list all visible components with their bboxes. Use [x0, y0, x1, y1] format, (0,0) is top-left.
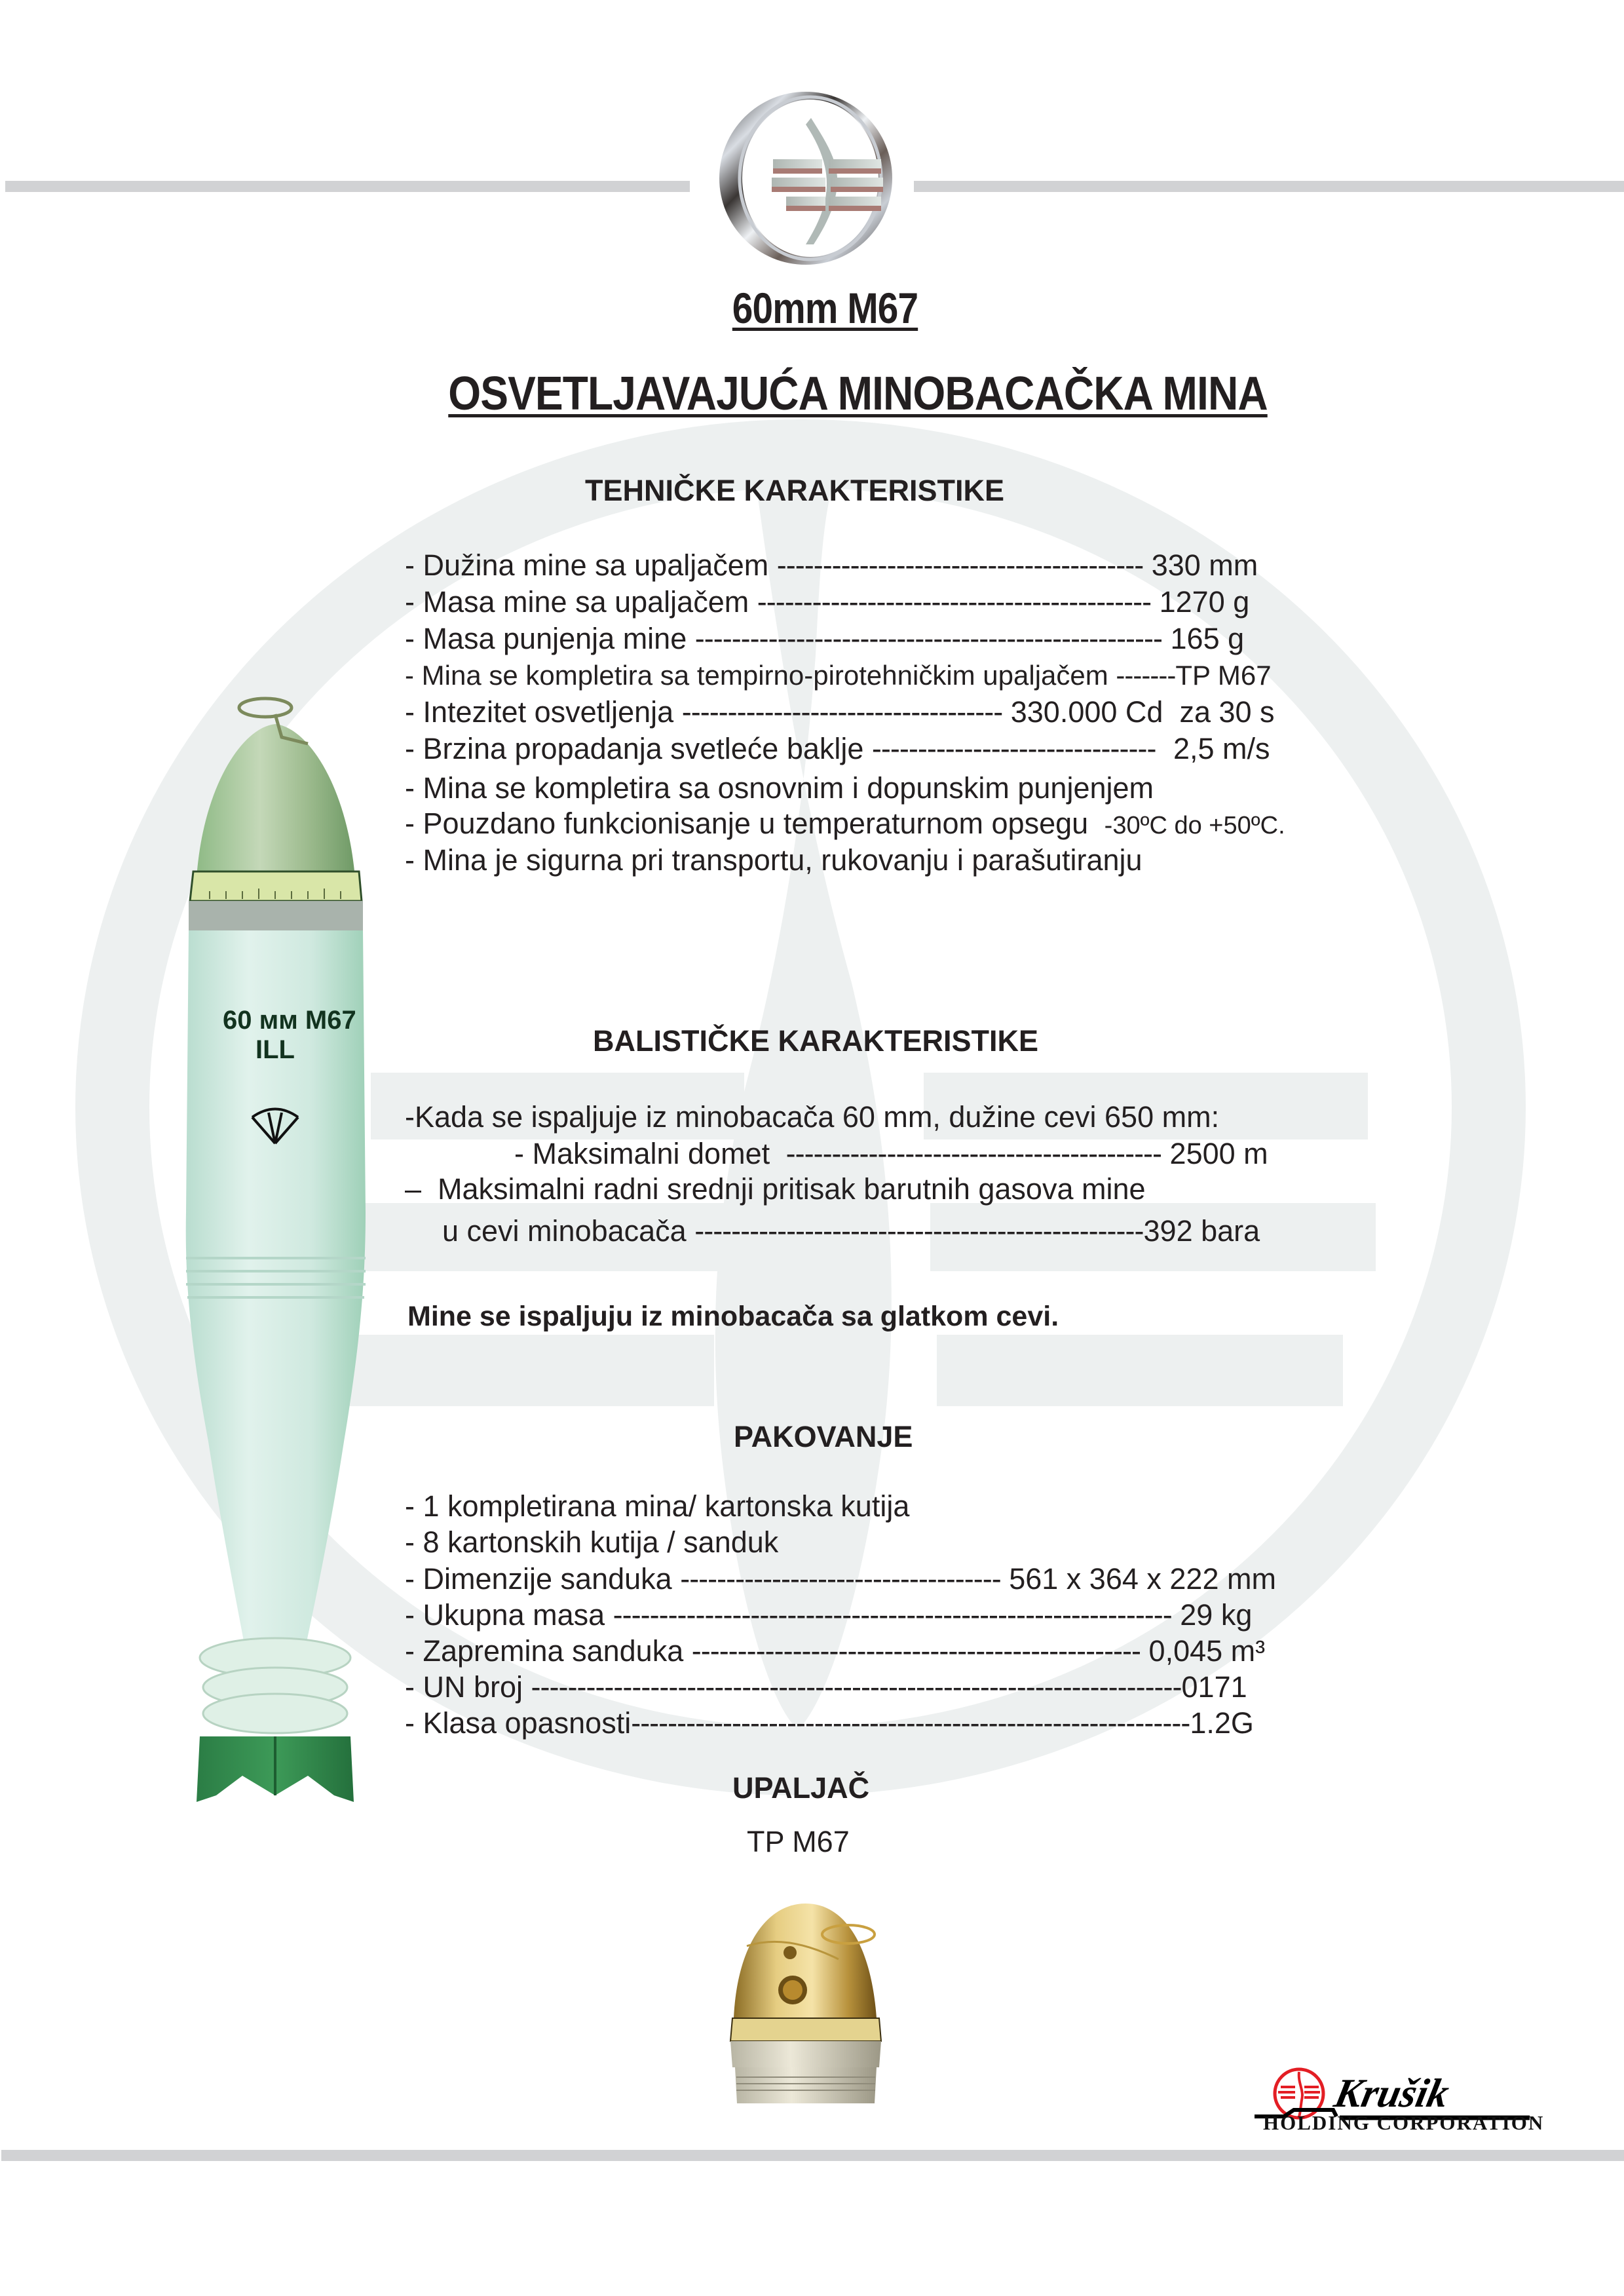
- header-rule-right: [914, 181, 1624, 192]
- spec-label: - Zapremina sanduka: [405, 1634, 684, 1668]
- spec-line: [405, 1636, 1265, 1666]
- fuze-image: [708, 1887, 904, 2110]
- fuze-model: TP M67: [747, 1825, 850, 1858]
- spec-value: 330.000 Cd za 30 s: [1010, 695, 1275, 729]
- packing-heading: PAKOVANJE: [734, 1420, 913, 1453]
- product-model-title: 60mm M67: [732, 284, 918, 332]
- spec-value: -30ºC do +50ºC.: [1104, 812, 1285, 839]
- spec-value: 330 mm: [1151, 548, 1258, 582]
- spec-value: 392 bara: [1143, 1214, 1260, 1248]
- mortar-nose: [197, 724, 355, 878]
- spec-leader: -----------------------------------: [680, 1562, 1001, 1596]
- spec-line: [405, 662, 1272, 689]
- spec-label: - 1 kompletirana mina/ kartonska kutija: [405, 1489, 910, 1523]
- mortar-marking-line2: ILL: [255, 1035, 295, 1064]
- spec-label: - Klasa opasnosti: [405, 1706, 632, 1740]
- mortar-grey-band: [189, 901, 363, 930]
- spec-line: [405, 734, 1270, 763]
- spec-label: - Brzina propadanja svetleće baklje: [405, 732, 864, 765]
- spec-value: 2,5 m/s: [1173, 732, 1270, 765]
- spec-value: 0,045 m³: [1148, 1634, 1266, 1668]
- spec-leader: -------------------------------: [871, 732, 1156, 765]
- spec-label: - 8 kartonskih kutija / sanduk: [405, 1525, 779, 1559]
- krusik-wordmark: Krušik: [1331, 2070, 1454, 2116]
- spec-leader: -----------------------------------: [681, 695, 1003, 729]
- spec-line: [405, 773, 1154, 803]
- mortar-bomb-image: [177, 688, 373, 1802]
- spec-value: 165 g: [1170, 622, 1245, 655]
- company-emblem-icon: [714, 88, 897, 269]
- ballistic-intro: -Kada se ispaljuje iz minobacača 60 mm, dužine cevi 650 mm:: [405, 1100, 1220, 1134]
- spec-value: 561 x 364 x 222 mm: [1009, 1562, 1276, 1596]
- spec-value: 1.2G: [1190, 1706, 1254, 1740]
- propellant-charges: [200, 1638, 350, 1733]
- spec-value: 1270 g: [1159, 585, 1250, 619]
- spec-line: [405, 809, 1285, 838]
- ballistic-heading: BALISTIČKE KARAKTERISTIKE: [593, 1024, 1039, 1058]
- spec-line: [405, 1174, 1146, 1204]
- spec-line: [405, 1564, 1276, 1594]
- spec-line: [405, 1491, 909, 1521]
- spec-leader: -----------------------------------------------------------------------: [531, 1670, 1182, 1704]
- footer-rule: [1, 2150, 1624, 2161]
- spec-line: [405, 845, 1142, 875]
- mortar-marking-line1: 60 мм M67: [223, 1006, 356, 1035]
- safety-ring-icon: [239, 698, 292, 717]
- spec-line: [442, 1216, 1260, 1246]
- spec-leader: ---------------------------------------------------: [694, 622, 1163, 655]
- spec-label: - Maksimalni domet: [514, 1137, 770, 1170]
- spec-leader: ----------------------------------------: [776, 548, 1144, 582]
- spec-value: TP M67: [1175, 660, 1272, 691]
- spec-value: 29 kg: [1180, 1598, 1253, 1632]
- watermark-bar-right-3: [937, 1335, 1343, 1406]
- fuze-heading: UPALJAČ: [732, 1771, 870, 1805]
- spec-value: 0171: [1181, 1670, 1247, 1704]
- spec-line: [405, 587, 1249, 617]
- spec-label: - Mina se kompletira sa tempirno-pirotehničkim upaljačem: [405, 660, 1108, 691]
- spec-leader: -------------------------------------------------: [694, 1214, 1144, 1248]
- spec-label: - Dužina mine sa upaljačem: [405, 548, 769, 582]
- technical-heading: TEHNIČKE KARAKTERISTIKE: [585, 474, 1005, 507]
- spec-line: [405, 1672, 1247, 1702]
- spec-label: - Pouzdano funkcionisanje u temperaturnom opsegu: [405, 807, 1089, 840]
- spec-label: - Ukupna masa: [405, 1598, 605, 1632]
- spec-label: - Mina je sigurna pri transportu, rukovanju i parašutiranju: [405, 843, 1142, 877]
- spec-leader: -----------------------------------------: [785, 1137, 1162, 1170]
- fuze-ogive: [734, 1904, 877, 2018]
- spec-line: [514, 1139, 1268, 1168]
- spec-label: - Dimenzije sanduka: [405, 1562, 672, 1596]
- spec-line: [405, 697, 1275, 727]
- fuze-thread: [735, 2067, 877, 2103]
- product-name-title: OSVETLJAVAJUĆA MINOBACAČKA MINA: [448, 368, 1268, 420]
- ballistic-note: Mine se ispaljuju iz minobacača sa glatkom cevi.: [407, 1301, 1059, 1332]
- spec-value: 2500 m: [1169, 1137, 1268, 1170]
- spec-label: – Maksimalni radni srednji pritisak barutnih gasova mine: [405, 1172, 1146, 1206]
- spec-line: [405, 1600, 1252, 1630]
- spec-line: [405, 1708, 1254, 1738]
- spec-label: - Mina se kompletira sa osnovnim i dopunskim punjenjem: [405, 771, 1154, 805]
- spec-leader: -------------------------------------------: [757, 585, 1152, 619]
- spec-leader: -------------------------------------------------: [691, 1634, 1141, 1668]
- spec-label: - Masa punjenja mine: [405, 622, 687, 655]
- spec-line: [405, 550, 1258, 580]
- spec-label: - Intezitet osvetljenja: [405, 695, 674, 729]
- spec-line: [405, 1527, 778, 1557]
- spec-label: - UN broj: [405, 1670, 523, 1704]
- spec-leader: -------: [1116, 660, 1176, 691]
- spec-label: - Masa mine sa upaljačem: [405, 585, 749, 619]
- spec-leader: -------------------------------------------------------------: [613, 1598, 1172, 1632]
- header-rule-left: [5, 181, 690, 192]
- krusik-subtitle: HOLDING CORPORATION: [1263, 2111, 1545, 2134]
- spec-line: [405, 624, 1244, 653]
- spec-label: u cevi minobacača: [442, 1214, 687, 1248]
- spec-leader: -------------------------------------------------------------: [631, 1706, 1190, 1740]
